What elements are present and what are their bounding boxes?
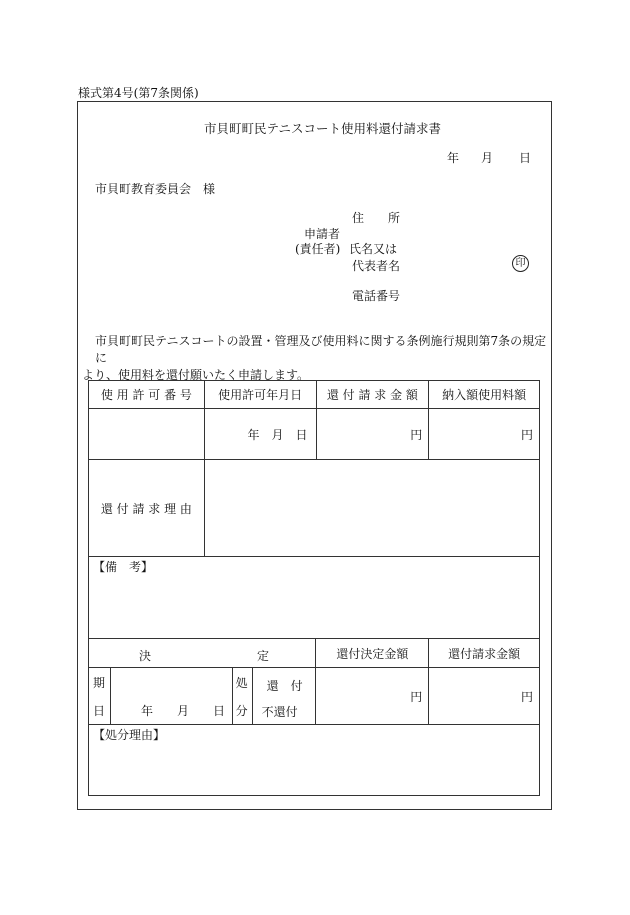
refund-amount-field[interactable]: 円 (316, 409, 429, 460)
no-refund-option[interactable]: 不還付 (261, 704, 298, 719)
requested-amount-field[interactable]: 円 (429, 668, 540, 725)
representative-label: 代表者名 (352, 259, 401, 273)
date-year-label: 年 (447, 151, 460, 165)
paid-amount-field[interactable]: 円 (429, 409, 540, 460)
phone-label: 電話番号 (352, 289, 401, 303)
decision-table (88, 638, 540, 796)
date-month-label: 月 (481, 151, 494, 165)
remarks-field[interactable] (89, 557, 540, 639)
disposition-label-1: 処 (235, 675, 248, 690)
permit-number-field[interactable] (89, 409, 205, 460)
statement (82, 333, 550, 384)
refund-reason-label: 還 付 請 求 理 由 (89, 460, 205, 557)
form-title: 市貝町町民テニスコート使用料還付請求書 (204, 121, 442, 136)
disposition-label-cell (232, 668, 252, 725)
header-paid-amount: 納入額使用料額 (429, 381, 540, 409)
seal-mark: 印 (512, 255, 529, 272)
period-label-1: 期 (93, 675, 106, 690)
statement-line-1: 市貝町町民テニスコートの設置・管理及び使用料に関する条例施行規則第7条の規定に (95, 334, 547, 365)
applicant-label: 申請者 (304, 227, 341, 241)
header-decided-amount: 還付決定金額 (316, 639, 429, 668)
form-frame (77, 101, 552, 810)
header-permit-date: 使用許可年月日 (204, 381, 316, 409)
decision-header (89, 639, 316, 668)
disposition-reason-label: 【処分理由】 (93, 728, 166, 742)
refund-reason-field[interactable] (204, 460, 539, 557)
disposition-options[interactable] (252, 668, 316, 725)
refund-option[interactable]: 還 付 (266, 678, 303, 693)
remarks-label: 【備 考】 (93, 560, 154, 574)
header-refund-amount: 還 付 請 求 金 額 (316, 381, 429, 409)
address-label: 住 所 (352, 211, 401, 225)
disposition-label-2: 分 (235, 703, 248, 718)
disposition-reason-field[interactable] (89, 725, 540, 796)
decision-label-1: 決 (139, 648, 152, 663)
refund-request-table (88, 380, 540, 639)
decision-date-field[interactable] (110, 668, 232, 725)
decision-date: 年 月 日 (140, 703, 225, 718)
addressee: 市貝町教育委員会 様 (95, 182, 216, 196)
permit-date-field[interactable]: 年 月 日 (204, 409, 316, 460)
header-permit-number: 使 用 許 可 番 号 (89, 381, 205, 409)
date-day-label: 日 (519, 151, 532, 165)
name-label: 氏名又は (349, 242, 398, 256)
decision-label-2: 定 (257, 648, 270, 663)
form-number-label: 様式第4号(第7条関係) (78, 86, 199, 100)
statement-line-2: より、使用料を還付願いたく申請します。 (82, 368, 310, 382)
period-label-2: 日 (93, 703, 106, 718)
responsible-label: (責任者) (295, 242, 341, 256)
header-requested-amount: 還付請求金額 (429, 639, 540, 668)
period-label-cell (89, 668, 111, 725)
decided-amount-field[interactable]: 円 (316, 668, 429, 725)
